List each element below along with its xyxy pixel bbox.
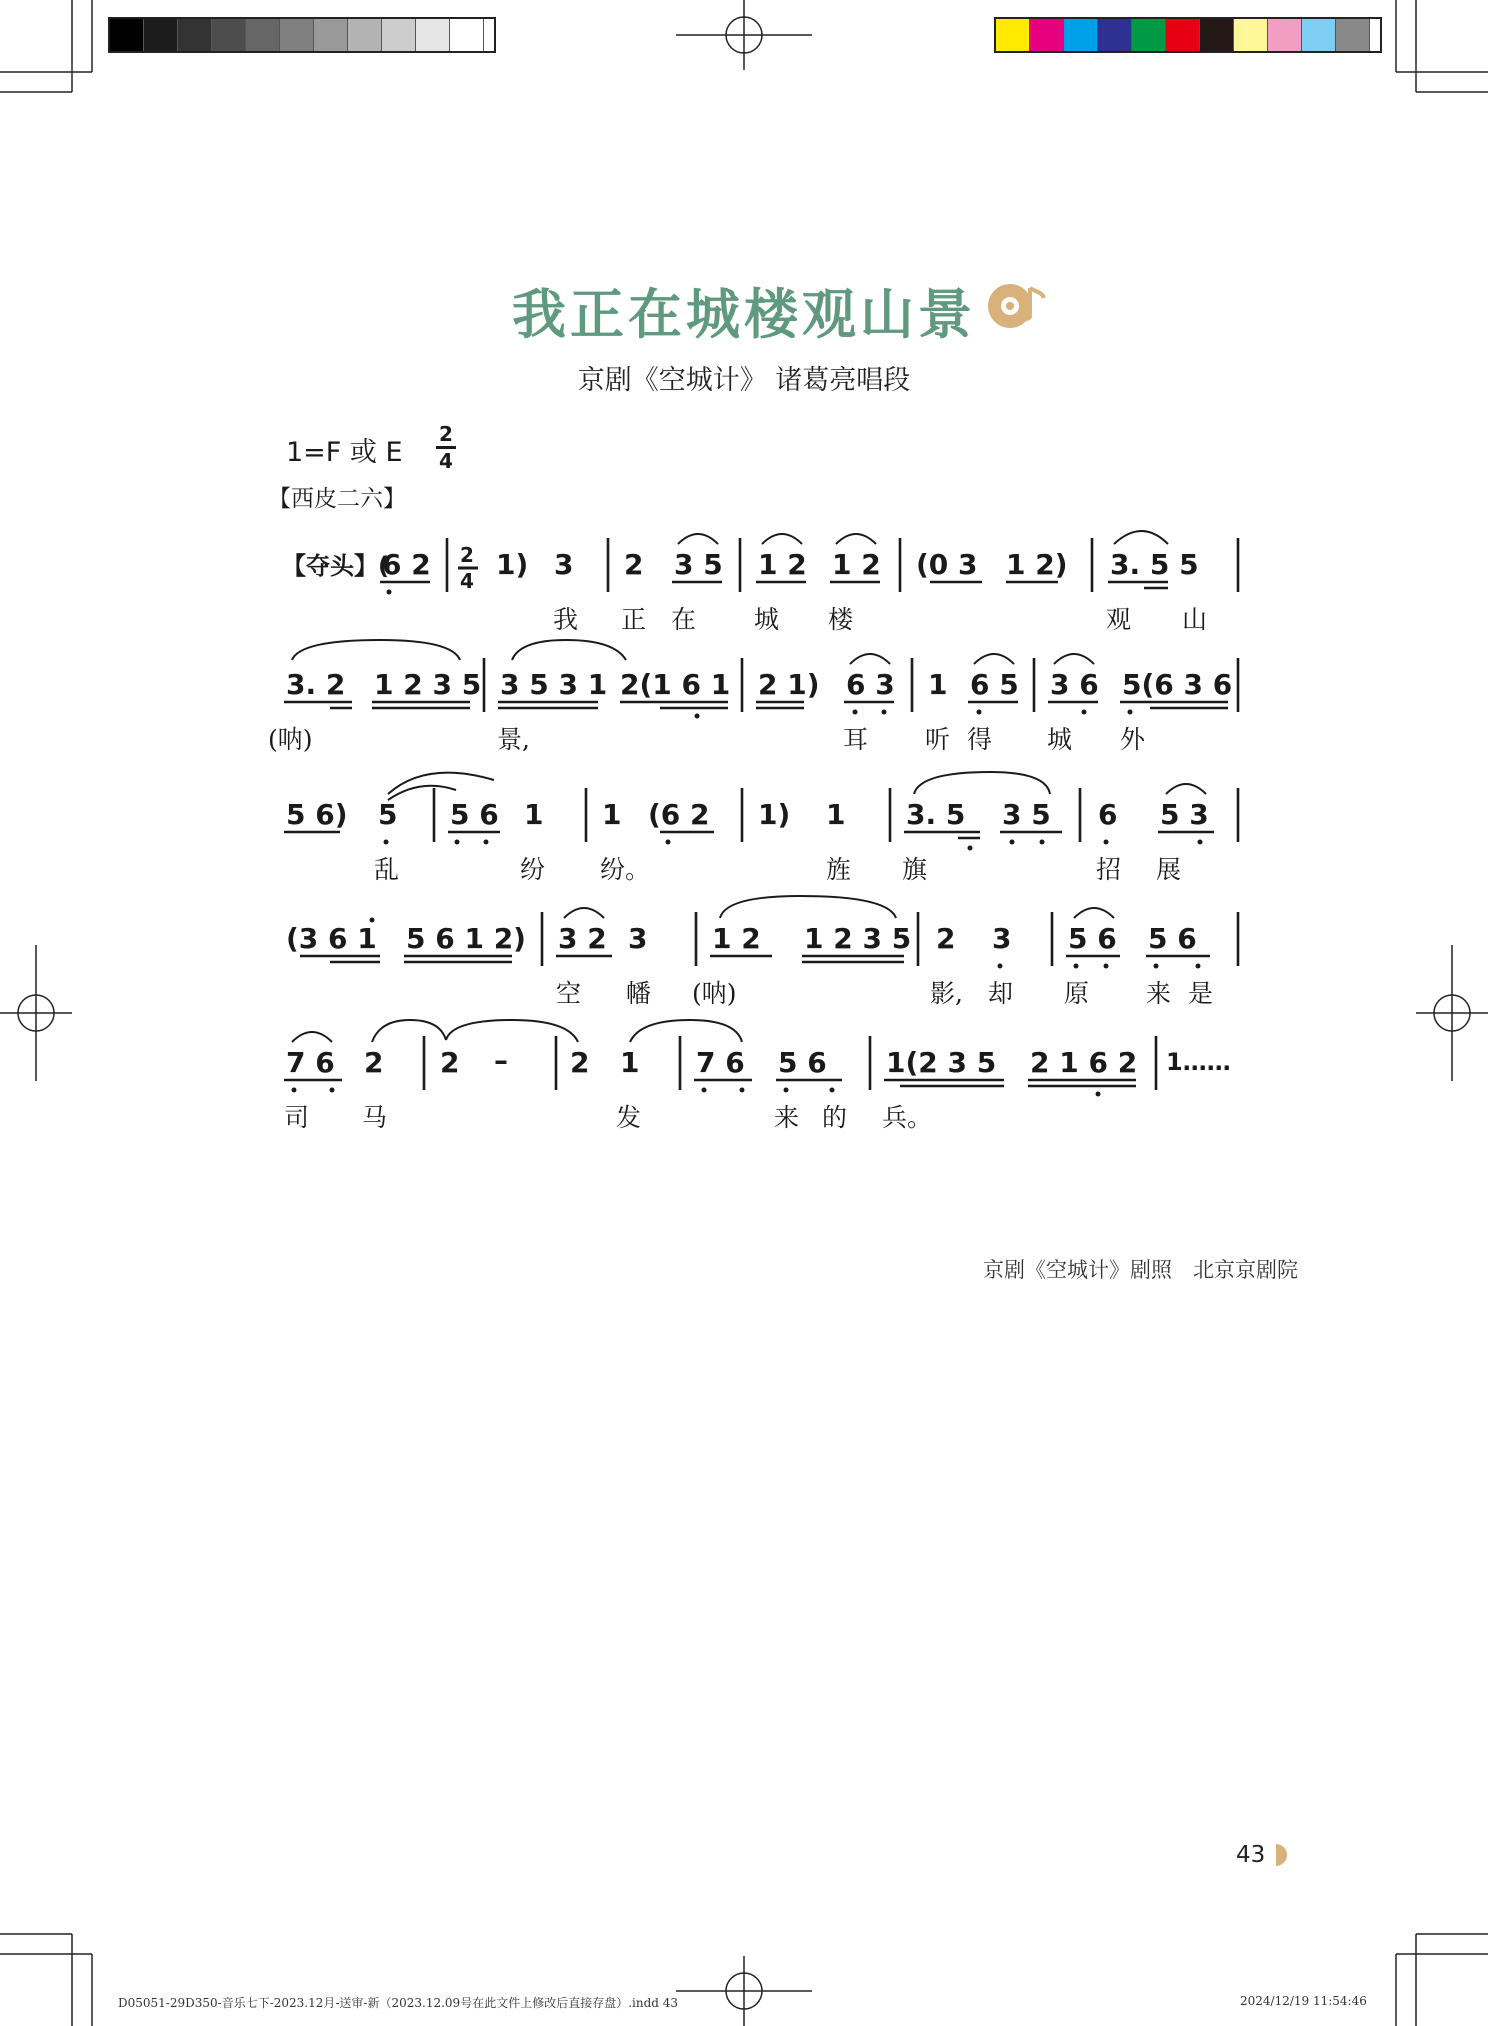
- note-group: 5 6: [778, 1046, 827, 1079]
- note-group: 1: [928, 668, 948, 701]
- note-group: 2 1): [758, 668, 820, 701]
- note-group: 1(2 3 5: [886, 1046, 997, 1079]
- note-group: 6: [1098, 798, 1118, 831]
- lyric: 我: [553, 605, 579, 634]
- lyric: 的: [822, 1103, 848, 1132]
- note-group: 5 6: [1068, 922, 1117, 955]
- lyric: 却: [988, 979, 1014, 1008]
- note-group: 1 2: [712, 922, 761, 955]
- note-group: 1……: [1166, 1048, 1231, 1076]
- note-group: 6 5: [970, 668, 1019, 701]
- note-group: (0 3: [916, 548, 978, 581]
- note-group: 1: [602, 798, 622, 831]
- lyric: 旗: [902, 855, 928, 884]
- lyric: 观: [1106, 605, 1132, 634]
- time-sig-top: 2: [460, 543, 474, 567]
- lyric: 马: [362, 1103, 388, 1132]
- lyric: (呐): [692, 979, 737, 1008]
- note-group: 1 2 3 5: [374, 668, 482, 701]
- note-group: 7 6: [286, 1046, 335, 1079]
- lyric: (呐): [268, 725, 313, 754]
- half-circle-icon: [1276, 1844, 1288, 1866]
- note-group: 6 2: [382, 548, 431, 581]
- lyric: 发: [616, 1103, 642, 1132]
- lyric: 空: [556, 979, 582, 1008]
- note-group: 1 2: [832, 548, 881, 581]
- lyric: 耳: [843, 725, 869, 754]
- note-group: 1): [758, 798, 791, 831]
- lyric: 原: [1064, 979, 1090, 1008]
- note-group: 2: [624, 548, 644, 581]
- photo-credit: 京剧《空城计》剧照 北京京剧院: [983, 1258, 1298, 1282]
- note-group: 7 6: [696, 1046, 745, 1079]
- note-group: 3 5 3 1: [500, 668, 608, 701]
- note-group: 3 5: [674, 548, 723, 581]
- lyric: 来: [1146, 979, 1172, 1008]
- score-row-1: [282, 531, 1238, 634]
- lyric: 纷。: [600, 855, 651, 884]
- note-group: 3: [554, 548, 574, 581]
- lyric: 旌: [826, 855, 852, 884]
- lyric: 乱: [374, 855, 400, 884]
- note-group: 2 1 6 2: [1030, 1046, 1138, 1079]
- lyric: 来: [774, 1103, 800, 1132]
- score-row-5: [284, 1020, 1231, 1132]
- score-row-3: [284, 772, 1238, 884]
- note-group: 5 6: [450, 798, 499, 831]
- time-signature: 2 4: [436, 424, 456, 471]
- note-group: 3 2: [558, 922, 607, 955]
- note-group: 1: [620, 1046, 640, 1079]
- note-group: 5 3: [1160, 798, 1209, 831]
- note-group: 【夺头】(: [282, 552, 389, 580]
- lyric: 城: [1047, 725, 1073, 754]
- note-group: (6 2: [648, 798, 710, 831]
- lyric: 招: [1096, 855, 1122, 884]
- note-group: 3. 5 5: [1110, 548, 1199, 581]
- note-group: 5 6): [286, 798, 348, 831]
- lyric: 山: [1182, 605, 1208, 634]
- lyric: 在: [671, 605, 697, 634]
- note-group: 5 6: [1148, 922, 1197, 955]
- note-group: 5: [378, 798, 398, 831]
- lyric: 兵。: [882, 1103, 933, 1132]
- note-group: 3: [992, 922, 1012, 955]
- page-number: 43: [1236, 1842, 1266, 1868]
- lyric: 展: [1156, 855, 1182, 884]
- note-group: 3. 5: [906, 798, 966, 831]
- mode-label: 【西皮二六】: [268, 486, 406, 512]
- note-group: 1 2: [758, 548, 807, 581]
- lyric: 听: [925, 725, 951, 754]
- note-group: 3 6: [1050, 668, 1099, 701]
- print-footer-timestamp: 2024/12/19 11:54:46: [1240, 1994, 1367, 2008]
- note-group: 3: [628, 922, 648, 955]
- note-group: 1 2): [1006, 548, 1068, 581]
- key-label: 1=F 或 E: [286, 437, 403, 468]
- note-group: 5(6 3 6: [1122, 668, 1233, 701]
- note-group: 2: [440, 1046, 460, 1079]
- lyric: 得: [967, 725, 993, 754]
- lyric: 司: [284, 1103, 310, 1132]
- song-subtitle: 京剧《空城计》 诸葛亮唱段: [577, 365, 911, 396]
- note-group: 2: [936, 922, 956, 955]
- lyric: 城: [754, 605, 780, 634]
- lyric: 楼: [828, 605, 854, 634]
- note-group: 1 2 3 5: [804, 922, 912, 955]
- note-group: 2: [570, 1046, 590, 1079]
- lyric: 是: [1188, 979, 1214, 1008]
- score-row-2: [268, 640, 1238, 754]
- lyric: 幡: [626, 979, 652, 1008]
- note-group: 6 3: [846, 668, 895, 701]
- time-sig-bottom: 4: [460, 569, 474, 593]
- note-group: 1: [524, 798, 544, 831]
- song-title: 我正在城楼观山景: [512, 282, 976, 346]
- note-group: 3. 2: [286, 668, 346, 701]
- lyric: 外: [1120, 725, 1146, 754]
- score-row-4: [286, 896, 1238, 1008]
- note-group: (3 6 1: [286, 922, 377, 955]
- lyric: 景,: [497, 725, 530, 754]
- lyric: 纷: [520, 855, 546, 884]
- note-group: 1): [496, 548, 529, 581]
- print-footer-filename: D05051-29D350-音乐七下-2023.12月-送审-新（2023.12.09号在此文件上修改后直接存盘）.indd 43: [118, 1996, 679, 2010]
- note-group: 3 5: [1002, 798, 1051, 831]
- note-group: 2(1 6 1: [620, 668, 731, 701]
- note-group: 5 6 1 2): [406, 922, 526, 955]
- lyric: 正: [621, 605, 647, 634]
- note-group: 1: [826, 798, 846, 831]
- note-group: 2: [364, 1046, 384, 1079]
- lyric: 影,: [930, 979, 963, 1008]
- note-group: –: [494, 1044, 508, 1077]
